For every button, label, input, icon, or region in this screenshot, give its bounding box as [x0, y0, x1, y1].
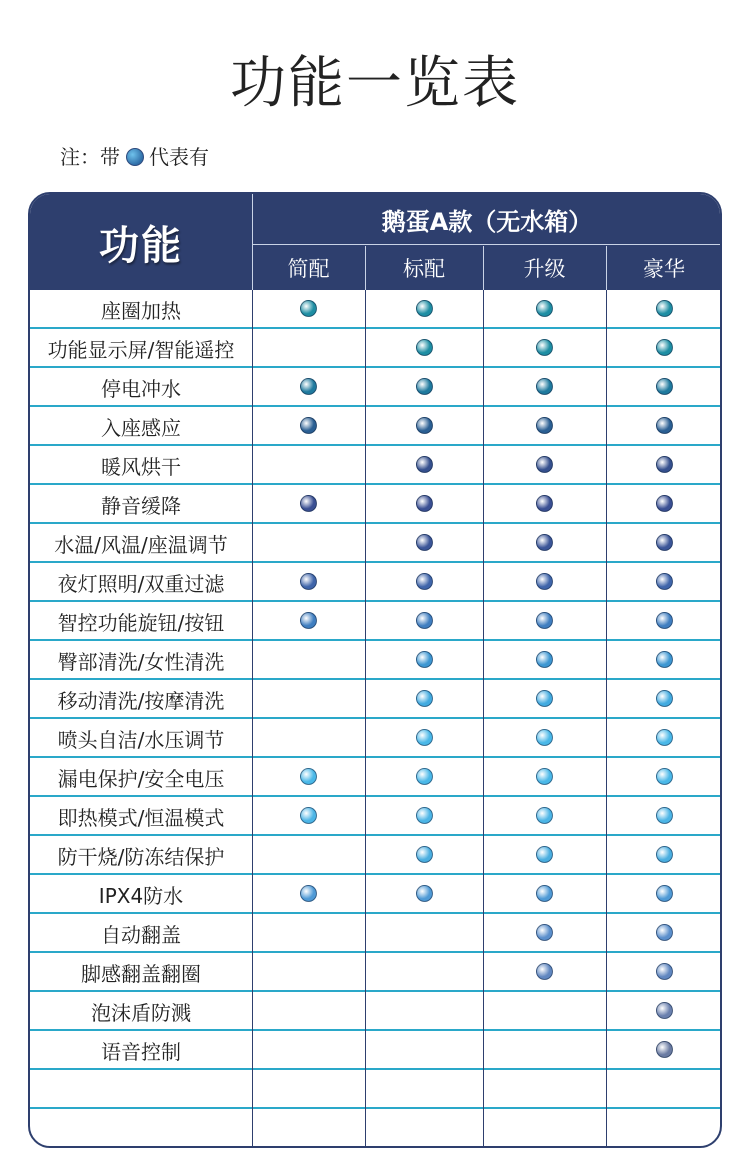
feature-label [30, 1109, 252, 1147]
feature-dot-icon [536, 573, 553, 590]
table-row [30, 875, 720, 914]
config-header-3: 升级 [523, 257, 566, 281]
table-row [30, 953, 720, 992]
feature-dot-icon [656, 651, 673, 668]
table-row [30, 485, 720, 524]
feature-dot-icon [656, 495, 673, 512]
feature-dot-icon [656, 339, 673, 356]
feature-dot-icon [416, 885, 433, 902]
table-row [30, 992, 720, 1031]
table-row [30, 758, 720, 797]
feature-dot-icon [416, 612, 433, 629]
feature-label: 暖风烘干 [101, 454, 181, 479]
table-row [30, 641, 720, 680]
page-title: 功能一览表 [230, 51, 520, 116]
config-headers [252, 246, 722, 290]
feature-dot-icon [536, 534, 553, 551]
feature-dot-icon [300, 612, 317, 629]
feature-dot-icon [416, 807, 433, 824]
function-column-header: 功能 [99, 222, 183, 269]
feature-dot-icon [536, 612, 553, 629]
feature-dot-icon [536, 651, 553, 668]
feature-dot-icon [416, 300, 433, 317]
feature-dot-icon [416, 339, 433, 356]
legend-note-prefix: 注：带 [60, 145, 120, 169]
header-divider [365, 246, 366, 290]
table-row [30, 368, 720, 407]
feature-dot-icon [536, 729, 553, 746]
table-row [30, 797, 720, 836]
table-row [30, 524, 720, 563]
feature-dot-icon [416, 456, 433, 473]
feature-label: 泡沫盾防溅 [91, 1000, 191, 1025]
table-row [30, 329, 720, 368]
feature-dot-icon [300, 768, 317, 785]
feature-dot-icon [416, 651, 433, 668]
feature-label: 脚感翻盖翻圈 [81, 961, 201, 986]
feature-label: 语音控制 [101, 1039, 181, 1064]
legend-dot-icon [126, 148, 144, 166]
table-row [30, 446, 720, 485]
feature-dot-icon [656, 846, 673, 863]
table-row [30, 836, 720, 875]
feature-dot-icon [416, 573, 433, 590]
header-divider [252, 244, 722, 245]
feature-dot-icon [300, 885, 317, 902]
feature-dot-icon [656, 924, 673, 941]
feature-dot-icon [416, 378, 433, 395]
table-row [30, 602, 720, 641]
feature-dot-icon [656, 729, 673, 746]
feature-label: 智控功能旋钮/按钮 [57, 610, 225, 635]
feature-dot-icon [656, 807, 673, 824]
column-divider [606, 290, 607, 1148]
feature-label: 臀部清洗/女性清洗 [57, 649, 225, 674]
feature-dot-icon [536, 417, 553, 434]
feature-dot-icon [656, 300, 673, 317]
feature-dot-icon [656, 1041, 673, 1058]
feature-dot-icon [416, 768, 433, 785]
feature-dot-icon [656, 768, 673, 785]
feature-dot-icon [656, 534, 673, 551]
table-row [30, 407, 720, 446]
feature-dot-icon [536, 963, 553, 980]
feature-label: 喷头自洁/水压调节 [57, 727, 225, 752]
feature-dot-icon [656, 573, 673, 590]
feature-dot-icon [536, 456, 553, 473]
feature-dot-icon [300, 378, 317, 395]
table-row [30, 680, 720, 719]
feature-dot-icon [656, 690, 673, 707]
header-divider [483, 246, 484, 290]
feature-dot-icon [416, 534, 433, 551]
config-header-2: 标配 [403, 257, 445, 281]
feature-dot-icon [300, 573, 317, 590]
legend-note-suffix: 代表有 [149, 145, 209, 169]
feature-dot-icon [656, 885, 673, 902]
feature-dot-icon [416, 690, 433, 707]
feature-label: 停电冲水 [101, 376, 181, 401]
feature-label: 移动清洗/按摩清洗 [57, 688, 225, 713]
feature-label: 入座感应 [101, 415, 181, 440]
feature-dot-icon [536, 885, 553, 902]
model-header: 鹅蛋A款（无水箱） [381, 207, 593, 236]
feature-dot-icon [656, 378, 673, 395]
feature-dot-icon [536, 690, 553, 707]
legend-note [60, 145, 209, 169]
feature-dot-icon [416, 417, 433, 434]
feature-label: IPX4防水 [98, 883, 184, 908]
feature-dot-icon [536, 300, 553, 317]
feature-dot-icon [300, 495, 317, 512]
feature-label: 漏电保护/安全电压 [57, 766, 225, 791]
config-header-1: 简配 [287, 257, 330, 281]
column-divider [365, 290, 366, 1148]
feature-dot-icon [536, 768, 553, 785]
feature-dot-icon [656, 417, 673, 434]
table-row [30, 290, 720, 329]
feature-dot-icon [300, 807, 317, 824]
feature-dot-icon [656, 612, 673, 629]
feature-dot-icon [656, 963, 673, 980]
feature-label: 防干烧/防冻结保护 [57, 844, 225, 869]
feature-dot-icon [536, 807, 553, 824]
feature-label: 功能显示屏/智能遥控 [47, 337, 235, 362]
feature-dot-icon [416, 495, 433, 512]
feature-label: 即热模式/恒温模式 [57, 805, 225, 830]
feature-dot-icon [416, 729, 433, 746]
feature-label: 静音缓降 [101, 493, 181, 518]
column-divider [252, 290, 253, 1148]
feature-label [30, 1070, 252, 1108]
feature-dot-icon [536, 339, 553, 356]
feature-dot-icon [656, 456, 673, 473]
table-row [30, 1031, 720, 1070]
config-header-4: 豪华 [643, 257, 685, 281]
table-row [30, 914, 720, 953]
feature-label: 水温/风温/座温调节 [54, 532, 228, 557]
header-divider [606, 246, 607, 290]
table-row [30, 1109, 720, 1148]
row-divider [30, 1146, 720, 1148]
feature-dot-icon [416, 846, 433, 863]
column-divider [483, 290, 484, 1148]
feature-dot-icon [656, 1002, 673, 1019]
table-row [30, 563, 720, 602]
table-row [30, 719, 720, 758]
feature-dot-icon [536, 924, 553, 941]
feature-label: 座圈加热 [101, 298, 181, 323]
feature-dot-icon [536, 495, 553, 512]
feature-label: 自动翻盖 [101, 922, 181, 947]
feature-table [28, 192, 722, 1148]
feature-dot-icon [300, 300, 317, 317]
table-row [30, 1070, 720, 1109]
feature-dot-icon [300, 417, 317, 434]
feature-dot-icon [536, 378, 553, 395]
feature-dot-icon [536, 846, 553, 863]
feature-label: 夜灯照明/双重过滤 [57, 571, 225, 596]
table-header [30, 194, 720, 290]
